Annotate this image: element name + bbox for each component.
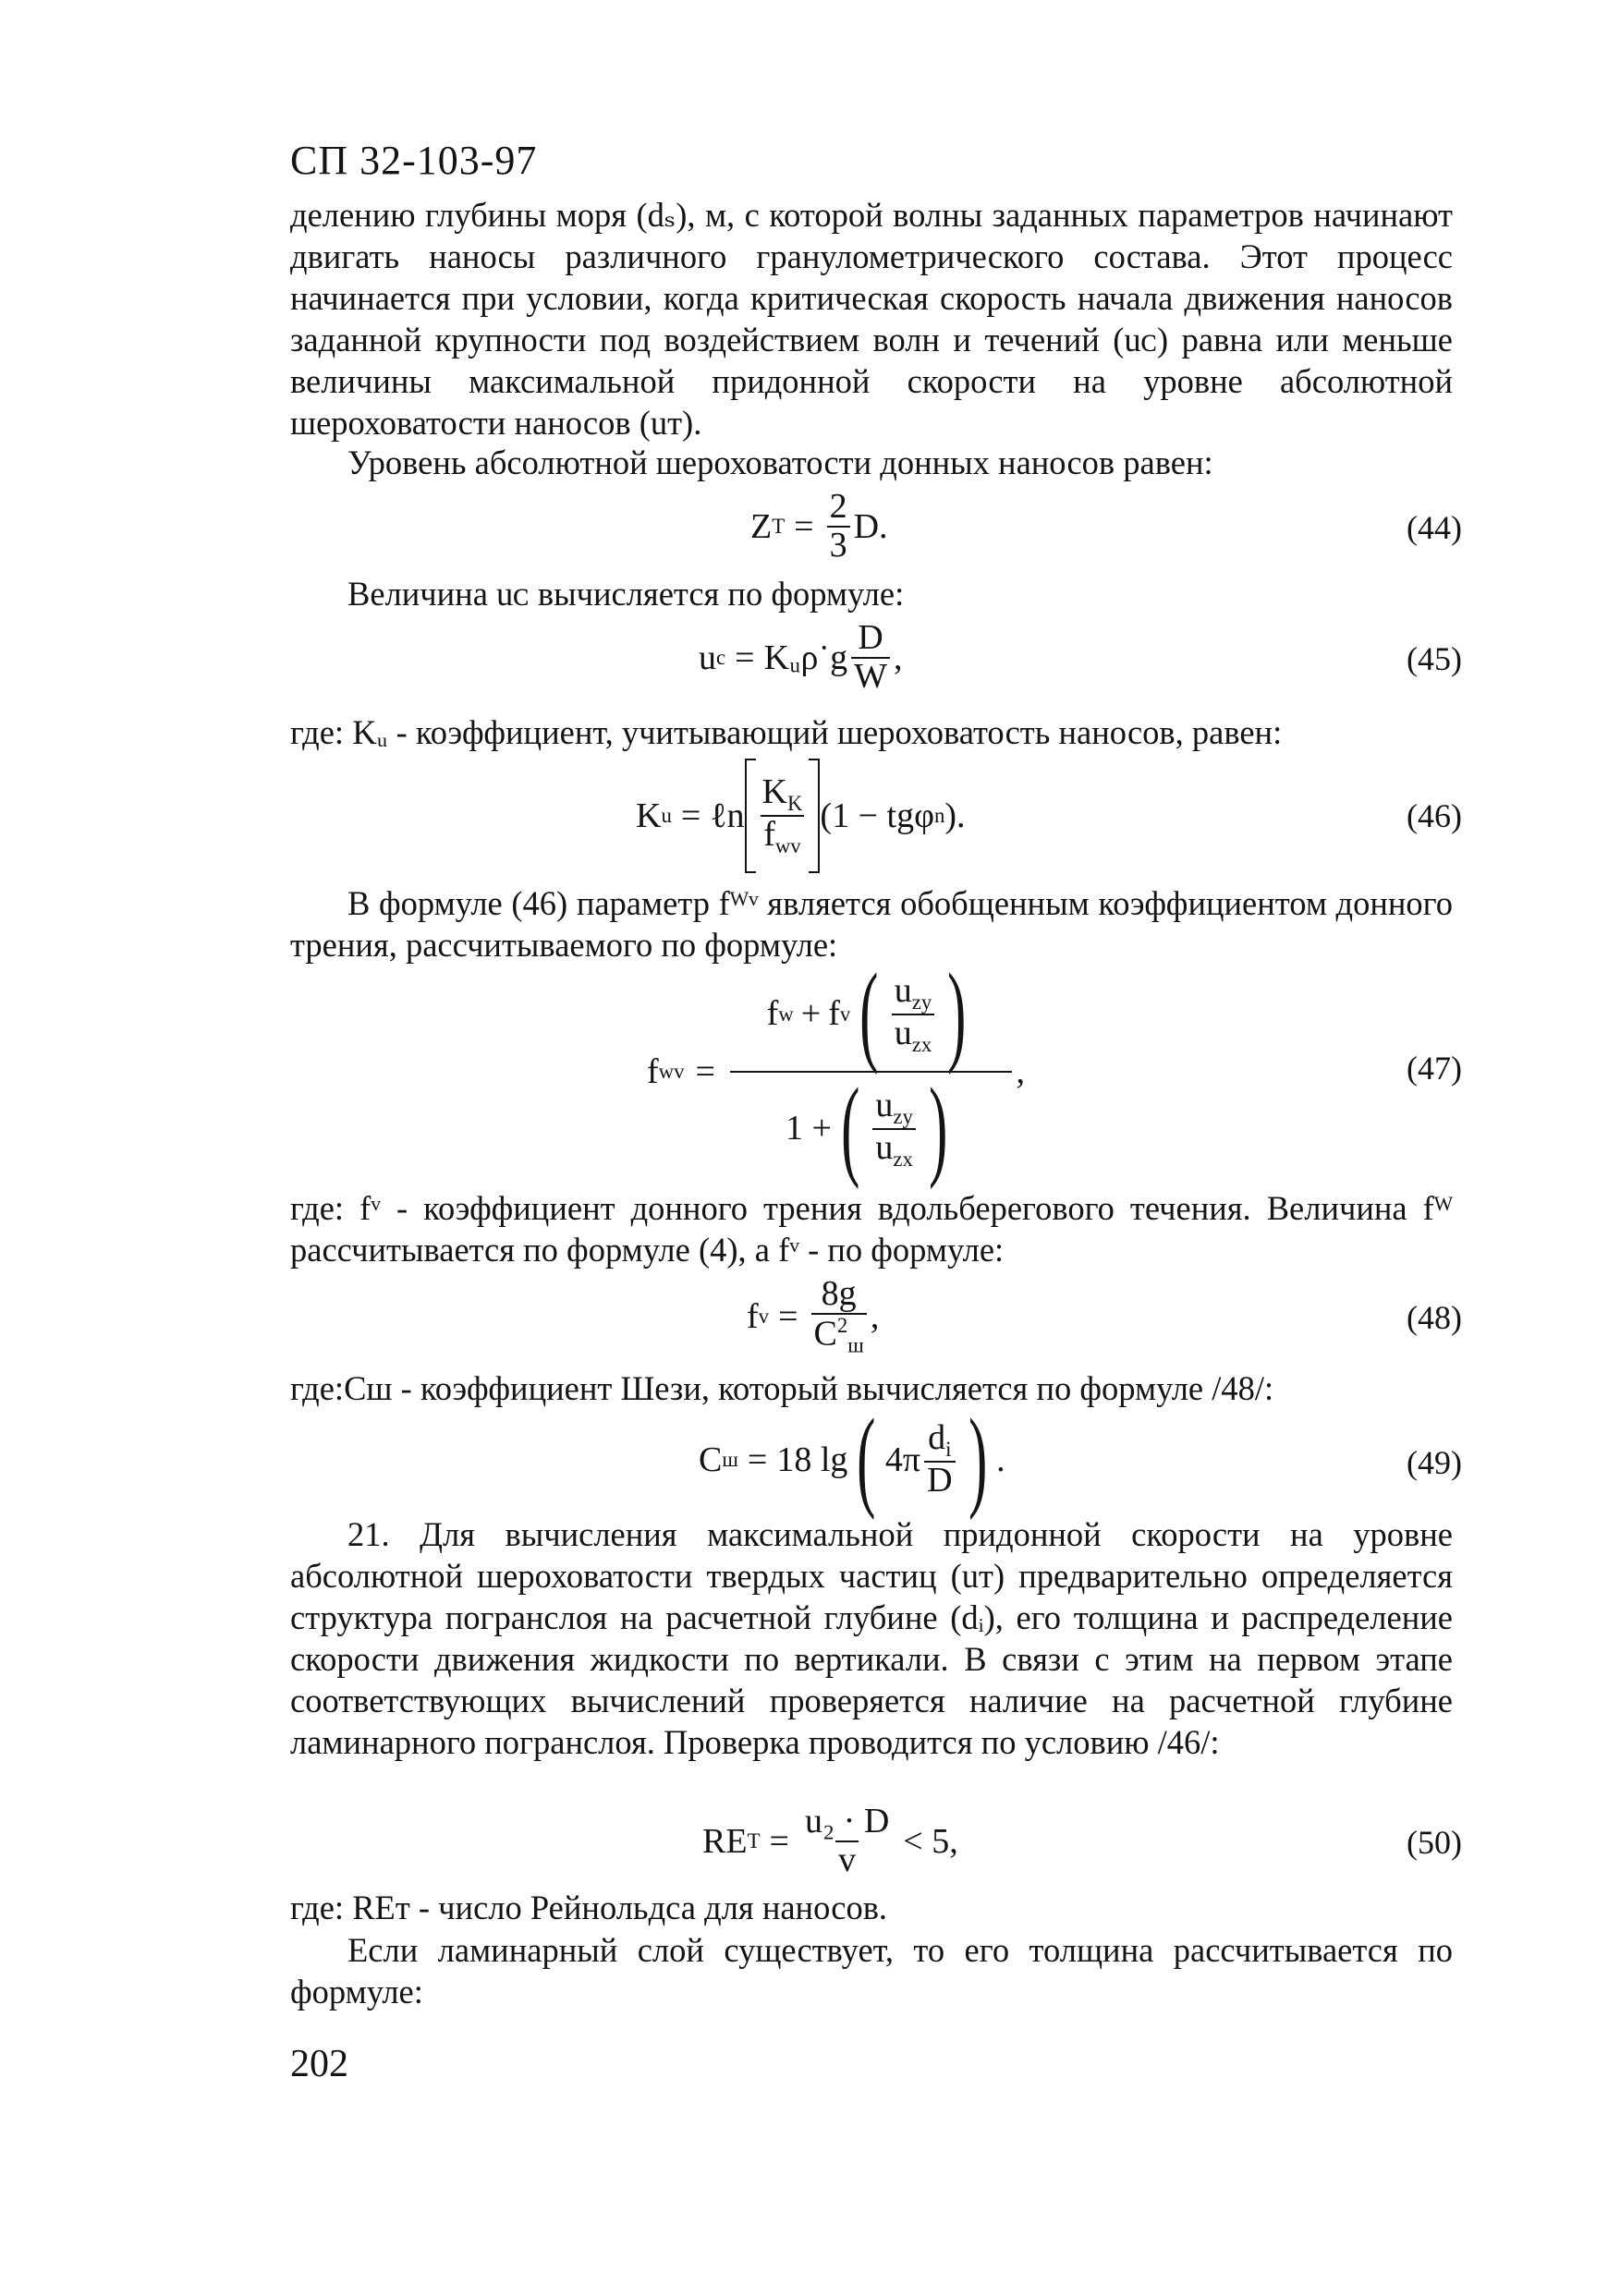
inner-fraction: $\frac{u_{zy}}{u_{zx}}$ xyxy=(892,973,935,1056)
paragraph-laminar-layer: Если ламинарный слой существует, то его толщина рассчитывается по формуле: xyxy=(290,1931,1453,2011)
formula-48: f v = $\frac{8g}{C^2_ш}$ , xyxy=(747,1274,880,1357)
main-fraction: f w + f v ( $\frac{u_{zy}}{u_{zx}}$ ) 1 + ( $\frac{u_{zy}}{u_{zx}}$ ) xyxy=(730,958,1012,1184)
formula-47: f wv = f w + f v ( $\frac{u_{zy}}{u_{zx}}$ ) 1 + ( $\frac{u_{zy}}{u_{zx}}$ ) , xyxy=(647,952,1025,1190)
inner-fraction: $\frac{u_{zy}}{u_{zx}}$ xyxy=(872,1087,916,1171)
paragraph-chezy: где:Cш - коэффициент Шези, который вычисляется по формуле /48/: xyxy=(290,1369,1274,1407)
formula-45: u c = Kᵤρ˙g $\frac{D}{W}$ , xyxy=(699,618,903,696)
paragraph-intro: делению глубины моря (dₛ), м, с которой волны заданных параметров начинают двигать наносы различного гранулометрического состава. Этот процесс начинается при условии, когда критическая скорость начала движения наносов заданной крупности под воздействием волн и течений (uᴄ) равна или меньше величины максимальной придонной скорости на уровне абсолютной шероховатости наносов (uᴛ). xyxy=(290,196,1453,442)
formula-number-46: (46) xyxy=(1407,797,1462,834)
paragraph-fwv-intro: В формуле (46) параметр fᵂᵛ является обобщенным коэффициентом донного трения, рассчитываемого по формуле: xyxy=(290,884,1453,964)
paragraph-fv-definition: где: fᵛ - коэффициент донного трения вдольберегового течения. Величина fᵂ рассчитывается по формуле (4), а fᵛ - по формуле: xyxy=(290,1189,1453,1269)
formula-46: K u = ℓn $\frac{K_K}{f_{wv}}$ (1 − tgφ n ). xyxy=(636,756,966,876)
paragraph-uc-label: Величина uᴄ вычисляется по формуле: xyxy=(347,575,905,613)
formula-50: RE T = $\frac{\text{u₂ · D}}{v}$ < 5, xyxy=(702,1802,958,1879)
fraction: $\frac{D}{W}$ xyxy=(851,620,890,696)
page-number: 202 xyxy=(290,2043,348,2085)
fraction: $\frac{8g}{C^2_ш}$ xyxy=(811,1276,867,1356)
formula-44: Z T = $\frac{2}{3}$ D. xyxy=(750,487,888,565)
left-bracket xyxy=(745,759,756,873)
paragraph-ku-definition: где: Kᵤ - коэффициент, учитывающий шероховатость наносов, равен: xyxy=(290,713,1283,751)
fraction: $\frac{K_K}{f_{wv}}$ xyxy=(761,772,803,857)
formula-number-44: (44) xyxy=(1407,509,1462,546)
paragraph-section-21: 21. Для вычисления максимальной придонной скорости на уровне абсолютной шероховатости твердых частиц (uᴛ) предварительно определяется структура погранслоя на расчетной глубине (dᵢ), его толщина и распределение скорости движения жидкости по вертикали. В связи с этим на первом этапе соответствующих вычислений проверяется наличие на расчетной глубине ламинарного погранслоя. Проверка проводится по условию /46/: xyxy=(290,1515,1453,1761)
formula-number-49: (49) xyxy=(1407,1444,1462,1481)
formula-number-50: (50) xyxy=(1407,1824,1462,1861)
formula-number-48: (48) xyxy=(1407,1299,1462,1336)
paragraph-roughness-level: Уровень абсолютной шероховатости донных наносов равен: xyxy=(347,443,1213,481)
formula-number-47: (47) xyxy=(1407,1050,1462,1087)
paragraph-reynolds: где: REᴛ - число Рейнольдса для наносов. xyxy=(290,1889,888,1926)
fraction: $\frac{\text{u₂ · D}}{v}$ xyxy=(804,1802,890,1879)
document-header: СП 32-103-97 xyxy=(290,138,538,183)
formula-number-45: (45) xyxy=(1407,640,1462,677)
fraction: $\frac{2}{3}$ xyxy=(827,489,850,565)
right-bracket xyxy=(809,759,820,873)
formula-49: C ш = 18 lg ( 4π $\frac{d_i}{D}$ ) . xyxy=(699,1397,1005,1522)
fraction: $\frac{d_i}{D}$ xyxy=(924,1420,955,1500)
